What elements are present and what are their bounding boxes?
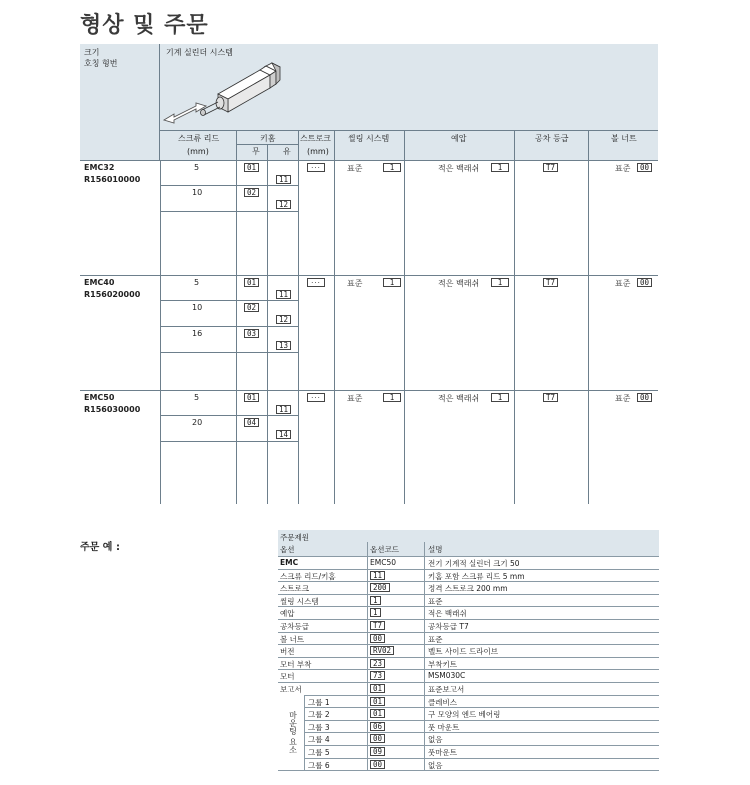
order-row <box>278 606 659 619</box>
order-option: 볼 너트 <box>280 634 305 644</box>
table-header <box>80 44 658 160</box>
mount-row <box>304 695 659 708</box>
tolerance-code: T7 <box>543 278 558 287</box>
lead-value: 5 <box>194 278 200 287</box>
mount-description: 클레비스 <box>428 697 457 707</box>
mount-group: 그룹 5 <box>308 747 330 757</box>
mount-row <box>304 720 659 733</box>
model-name: EMC32 <box>84 163 115 172</box>
row-divider <box>367 708 368 720</box>
keyway-no-code: 04 <box>244 418 259 427</box>
model-part-no: R156020000 <box>84 290 141 299</box>
order-row <box>278 657 659 670</box>
order-description: 부착키트 <box>428 659 457 669</box>
ballnut-code: 00 <box>637 278 652 287</box>
order-option: 버전 <box>280 647 295 657</box>
order-option: 모터 부착 <box>280 659 312 669</box>
lead-value: 20 <box>192 418 203 427</box>
row-divider <box>424 670 425 682</box>
row-divider <box>367 620 368 632</box>
row-divider <box>424 633 425 645</box>
stroke-header: 스트로크 <box>300 134 331 143</box>
row-divider <box>367 582 368 594</box>
mount-description: 없음 <box>428 760 443 770</box>
ballnut-text: 표준 <box>615 279 631 288</box>
row-divider <box>424 746 425 758</box>
order-description: 키홈 포함 스크류 리드 5 mm <box>428 571 525 581</box>
lead-value: 10 <box>192 303 203 312</box>
mount-group: 그룹 6 <box>308 760 330 770</box>
lead-row-line <box>160 441 298 442</box>
tolerance-code: T7 <box>543 393 558 402</box>
order-bottom-line <box>278 770 659 771</box>
row-divider <box>367 595 368 607</box>
row-divider <box>424 759 425 771</box>
lead-row-line <box>160 185 298 186</box>
keyway-yes-code: 11 <box>276 290 291 299</box>
model-name: EMC40 <box>84 278 115 287</box>
order-table-header <box>278 530 659 556</box>
order-code: 23 <box>370 659 385 668</box>
row-divider <box>424 582 425 594</box>
page-title: 형상 및 주문 <box>80 13 209 38</box>
lead-value: 5 <box>194 393 200 402</box>
row-divider <box>424 658 425 670</box>
mount-rows <box>278 695 659 771</box>
row-divider <box>424 721 425 733</box>
mount-group: 그룹 1 <box>308 697 330 707</box>
sealing-code: 1 <box>383 163 401 172</box>
model-name: EMC50 <box>84 393 115 402</box>
mount-description: 구 모양의 엔드 베어링 <box>428 710 501 720</box>
keyway-yes-code: 11 <box>276 175 291 184</box>
lead-row-line <box>160 211 298 212</box>
order-description: 표준 <box>428 634 443 644</box>
preload-code: 1 <box>491 278 509 287</box>
stroke-unit: (mm) <box>307 147 329 156</box>
header-divider <box>367 542 368 556</box>
order-option: 모터 <box>280 672 295 682</box>
sealing-text: 표준 <box>347 164 363 173</box>
header-divider <box>267 144 268 160</box>
order-description: 정격 스트로크 200 mm <box>428 584 508 594</box>
order-description: 적은 백래쉬 <box>428 609 467 619</box>
row-divider <box>424 696 425 708</box>
keyway-no-header: 무 <box>252 147 260 156</box>
order-rows <box>278 556 659 695</box>
order-code: 11 <box>370 571 385 580</box>
row-divider <box>367 746 368 758</box>
row-divider <box>367 670 368 682</box>
mount-row <box>304 707 659 720</box>
mount-row <box>304 758 659 771</box>
ballnut-code: 00 <box>637 163 652 172</box>
mount-group: 그룹 4 <box>308 735 330 745</box>
keyway-yes-code: 12 <box>276 315 291 324</box>
order-col-code: 옵션코드 <box>370 545 399 554</box>
order-option: EMC <box>280 558 299 567</box>
order-code: EMC50 <box>370 558 396 567</box>
mount-label: 마운팅 요소 <box>288 711 298 754</box>
header-left-cell <box>80 44 160 160</box>
order-col-option: 옵션 <box>280 545 295 554</box>
system-label: 기계 실린더 시스템 <box>166 48 233 57</box>
keyway-no-code: 01 <box>244 278 259 287</box>
row-divider <box>424 683 425 695</box>
row-divider <box>367 683 368 695</box>
header-divider <box>588 130 589 160</box>
order-code: 1 <box>370 608 381 617</box>
keyway-no-code: 01 <box>244 393 259 402</box>
order-description: 벨트 사이드 드라이브 <box>428 647 498 657</box>
mount-code: 01 <box>370 697 385 706</box>
sealing-text: 표준 <box>347 394 363 403</box>
model-part-no: R156010000 <box>84 175 141 184</box>
keyway-header: 키홈 <box>260 134 276 143</box>
header-divider <box>404 130 405 160</box>
preload-code: 1 <box>491 393 509 402</box>
stroke-box: ... <box>307 393 325 402</box>
order-option: 스크류 리드/키홈 <box>280 571 336 581</box>
order-description: MSM030C <box>428 671 466 681</box>
keyway-no-code: 03 <box>244 329 259 338</box>
lead-value: 16 <box>192 329 203 338</box>
header-divider <box>424 542 425 556</box>
order-spec-title: 주문제원 <box>280 533 309 542</box>
tolerance-code: T7 <box>543 163 558 172</box>
screw-lead-unit: (mm) <box>187 147 209 156</box>
sealing-header: 씰링 시스템 <box>348 134 390 143</box>
header-divider <box>334 130 335 160</box>
header-divider <box>236 130 237 160</box>
preload-text: 적은 백래쉬 <box>438 164 480 173</box>
order-row <box>278 581 659 594</box>
model-part-no: R156030000 <box>84 405 141 414</box>
order-description: 표준 <box>428 596 443 606</box>
ballnut-header: 볼 너트 <box>611 134 637 143</box>
mount-row <box>304 745 659 758</box>
preload-header: 예압 <box>451 134 467 143</box>
mount-code: 00 <box>370 734 385 743</box>
order-row <box>278 644 659 657</box>
screw-lead-header: 스크류 리드 <box>178 134 220 143</box>
sealing-code: 1 <box>383 278 401 287</box>
preload-text: 적은 백래쉬 <box>438 394 480 403</box>
order-code: 01 <box>370 684 385 693</box>
cylinder-illustration-icon <box>160 54 290 126</box>
mount-group: 그룹 2 <box>308 710 330 720</box>
lead-row-line <box>160 415 298 416</box>
ballnut-text: 표준 <box>615 394 631 403</box>
order-description: 전기 기계적 실린더 크기 50 <box>428 559 520 568</box>
row-divider <box>367 759 368 771</box>
order-code: T7 <box>370 621 385 630</box>
model-block-emc32 <box>80 160 658 275</box>
configuration-table <box>80 44 658 504</box>
mount-code: 00 <box>370 760 385 769</box>
sealing-text: 표준 <box>347 279 363 288</box>
order-code: 1 <box>370 596 381 605</box>
row-divider <box>424 620 425 632</box>
order-code: RV02 <box>370 646 394 655</box>
model-block-emc50 <box>80 390 658 504</box>
row-divider <box>424 645 425 657</box>
row-divider <box>424 557 425 569</box>
order-col-desc: 설명 <box>428 545 443 554</box>
keyway-no-code: 01 <box>244 163 259 172</box>
row-divider <box>367 645 368 657</box>
mount-group: 그룹 3 <box>308 722 330 732</box>
order-row <box>278 569 659 582</box>
order-example-label: 주문 예 : <box>80 542 120 553</box>
mount-code: 01 <box>370 709 385 718</box>
row-divider <box>424 607 425 619</box>
ballnut-text: 표준 <box>615 164 631 173</box>
order-row <box>278 669 659 682</box>
order-row <box>278 594 659 607</box>
row-divider <box>367 607 368 619</box>
row-divider <box>367 633 368 645</box>
stroke-box: ... <box>307 163 325 172</box>
order-code: 00 <box>370 634 385 643</box>
header-divider <box>514 130 515 160</box>
lead-value: 5 <box>194 163 200 172</box>
keyway-no-code: 02 <box>244 188 259 197</box>
mount-code: 09 <box>370 747 385 756</box>
mount-description: 없음 <box>428 735 443 745</box>
row-divider <box>367 570 368 582</box>
row-divider <box>367 557 368 569</box>
row-divider <box>367 658 368 670</box>
part-no-label: 호칭 형번 <box>84 59 118 68</box>
order-description: 표준보고서 <box>428 684 465 694</box>
row-divider <box>367 721 368 733</box>
lead-row-line <box>160 300 298 301</box>
model-block-emc40 <box>80 275 658 390</box>
ballnut-code: 00 <box>637 393 652 402</box>
order-code: 200 <box>370 583 390 592</box>
keyway-yes-header: 유 <box>283 147 291 156</box>
order-option: 예압 <box>280 609 295 619</box>
row-divider <box>424 708 425 720</box>
order-row <box>278 682 659 695</box>
lead-row-line <box>160 352 298 353</box>
header-divider <box>298 130 299 160</box>
row-divider <box>367 733 368 745</box>
mount-description: 풋마운트 <box>428 747 457 757</box>
tolerance-header: 공차 등급 <box>535 134 569 143</box>
row-divider <box>424 570 425 582</box>
keyway-yes-code: 12 <box>276 200 291 209</box>
lead-value: 10 <box>192 188 203 197</box>
row-divider <box>424 733 425 745</box>
order-option: 스트로크 <box>280 584 309 594</box>
keyway-yes-code: 13 <box>276 341 291 350</box>
keyway-yes-code: 14 <box>276 430 291 439</box>
order-row <box>278 632 659 645</box>
order-row <box>278 619 659 632</box>
mount-block <box>278 695 659 771</box>
preload-text: 적은 백래쉬 <box>438 279 480 288</box>
order-code: 73 <box>370 671 385 680</box>
preload-code: 1 <box>491 163 509 172</box>
header-line <box>160 130 658 131</box>
order-option: 공차등급 <box>280 621 309 631</box>
mount-row <box>304 732 659 745</box>
mount-description: 풋 마운트 <box>428 722 460 732</box>
stroke-box: ... <box>307 278 325 287</box>
size-label: 크기 <box>84 48 100 57</box>
order-option: 보고서 <box>280 684 302 694</box>
row-divider <box>367 696 368 708</box>
sealing-code: 1 <box>383 393 401 402</box>
order-example-table <box>278 530 659 771</box>
keyway-yes-code: 11 <box>276 405 291 414</box>
mount-code: 06 <box>370 722 385 731</box>
order-option: 씰링 시스템 <box>280 596 319 606</box>
order-description: 공차등급 T7 <box>428 621 469 631</box>
row-divider <box>424 595 425 607</box>
order-row <box>278 556 659 569</box>
keyway-no-code: 02 <box>244 303 259 312</box>
lead-row-line <box>160 326 298 327</box>
